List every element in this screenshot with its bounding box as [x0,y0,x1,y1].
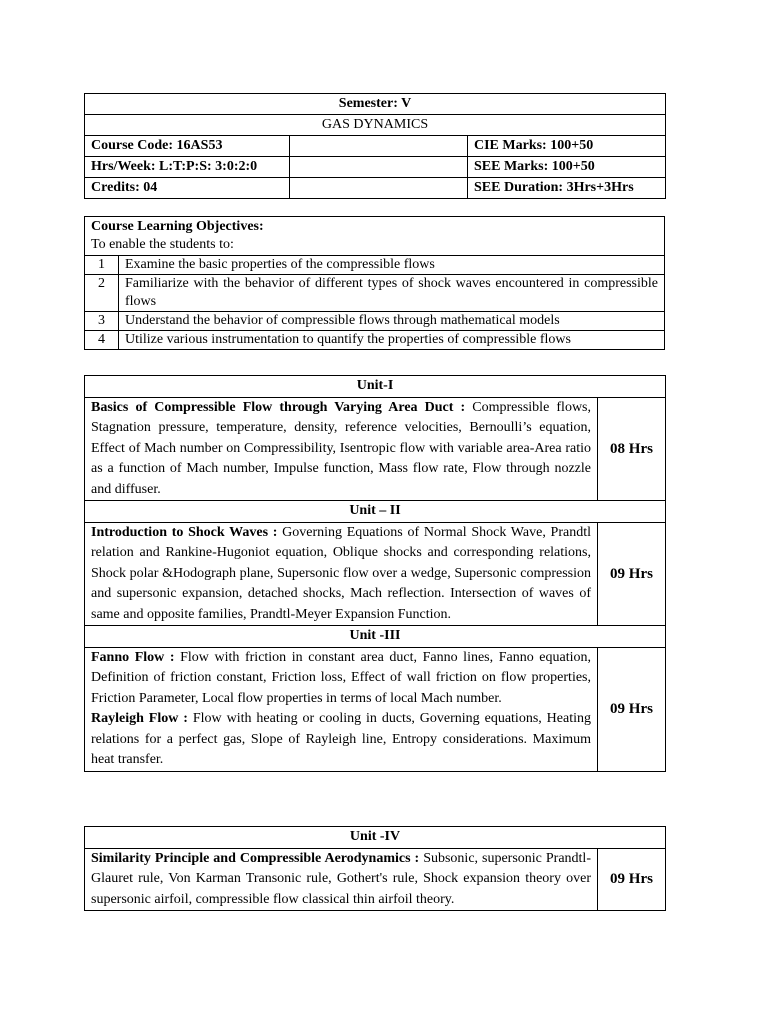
see-marks: SEE Marks: 100+50 [468,157,666,178]
objective-text: Understand the behavior of compressible flows through mathematical models [119,312,665,331]
unit-topic-heading: Introduction to Shock Waves : [91,524,278,540]
empty-cell [290,178,468,199]
course-header-table [84,93,666,199]
objectives-table [84,216,665,350]
unit-content [85,397,598,501]
empty-cell [290,136,468,157]
unit-topic-text: Flow with friction in constant area duct, Fanno lines, Fanno equation, Definition of friction constant, Friction loss, Effect of wall friction on flow properties, Friction Parameter, Local flow properties in terms of local Mach number. [91,649,592,706]
objective-text: Utilize various instrumentation to quantify the properties of compressible flows [119,331,665,350]
units-table [84,375,666,772]
unit-hours: 08 Hrs [598,397,666,501]
objective-number: 3 [85,312,119,331]
unit-topic-text: Subsonic, supersonic Prandtl-Glauret rule, Von Karman Transonic rule, Gothert's rule, Shock expansion theory over supersonic airfoil, compressible flow classical thin airfoil theory. [91,850,591,907]
see-duration: SEE Duration: 3Hrs+3Hrs [468,178,666,199]
unit-topic-text: Flow with heating or cooling in ducts, Governing equations, Heating relations for a perfect gas, Slope of Rayleigh line, Entropy considerations. Maximum heat transfer. [91,711,591,767]
cie-marks: CIE Marks: 100+50 [468,136,666,157]
objectives-heading-cell [85,217,665,256]
unit-hours: 09 Hrs [598,647,666,771]
empty-cell [290,157,468,178]
course-code: Course Code: 16AS53 [85,136,290,157]
objective-text: Familiarize with the behavior of different types of shock waves encountered in compressible flows [119,275,665,312]
course-title: GAS DYNAMICS [85,115,666,136]
semester-label: Semester: V [85,94,666,115]
objective-row [85,275,665,312]
unit-topic-text: Governing Equations of Normal Shock Wave, Prandtl relation and Rankine-Hugoniot equation, Oblique shocks and corresponding relations, Shock polar &Hodograph plane, Supersonic flow over a wedge, Supersonic compression and supersonic expansion, detached shocks, Mach reflection. Intersection of waves of same and opposite families, Prandtl-Meyer Expansion Function. [91,524,591,622]
unit-iv-table [84,826,666,911]
unit-topic-heading: Similarity Principle and Compressible Aerodynamics : [91,850,420,866]
unit-topic-heading: Basics of Compressible Flow through Varying Area Duct : [91,399,466,415]
unit-content [85,647,598,771]
unit-content [85,522,598,626]
objectives-heading: Course Learning Objectives: [91,219,264,234]
objectives-intro: To enable the students to: [91,237,234,252]
unit-hours: 09 Hrs [598,522,666,626]
objective-number: 1 [85,256,119,275]
objective-text: Examine the basic properties of the compressible flows [119,256,665,275]
unit-title: Unit-I [85,376,666,398]
unit-hours: 09 Hrs [598,848,666,911]
unit-content [85,848,598,911]
objective-number: 2 [85,275,119,312]
objective-row [85,256,665,275]
objective-row [85,331,665,350]
objective-row [85,312,665,331]
objective-number: 4 [85,331,119,350]
unit-topic-heading: Rayleigh Flow : [91,711,188,726]
unit-topic-text: Compressible flows, Stagnation pressure, temperature, density, reference velocities, Bernoulli’s equation, Effect of Mach number on Compressibility, Isentropic flow with variable area-Area ratio as a function of Mach number, Impulse function, Mass flow rate, Flow through nozzle and diffuser. [91,399,591,497]
unit-topic-heading: Fanno Flow : [91,649,175,665]
unit-title: Unit -IV [85,827,666,849]
unit-title: Unit -III [85,626,666,648]
credits: Credits: 04 [85,178,290,199]
hrs-week: Hrs/Week: L:T:P:S: 3:0:2:0 [85,157,290,178]
unit-title: Unit – II [85,501,666,523]
